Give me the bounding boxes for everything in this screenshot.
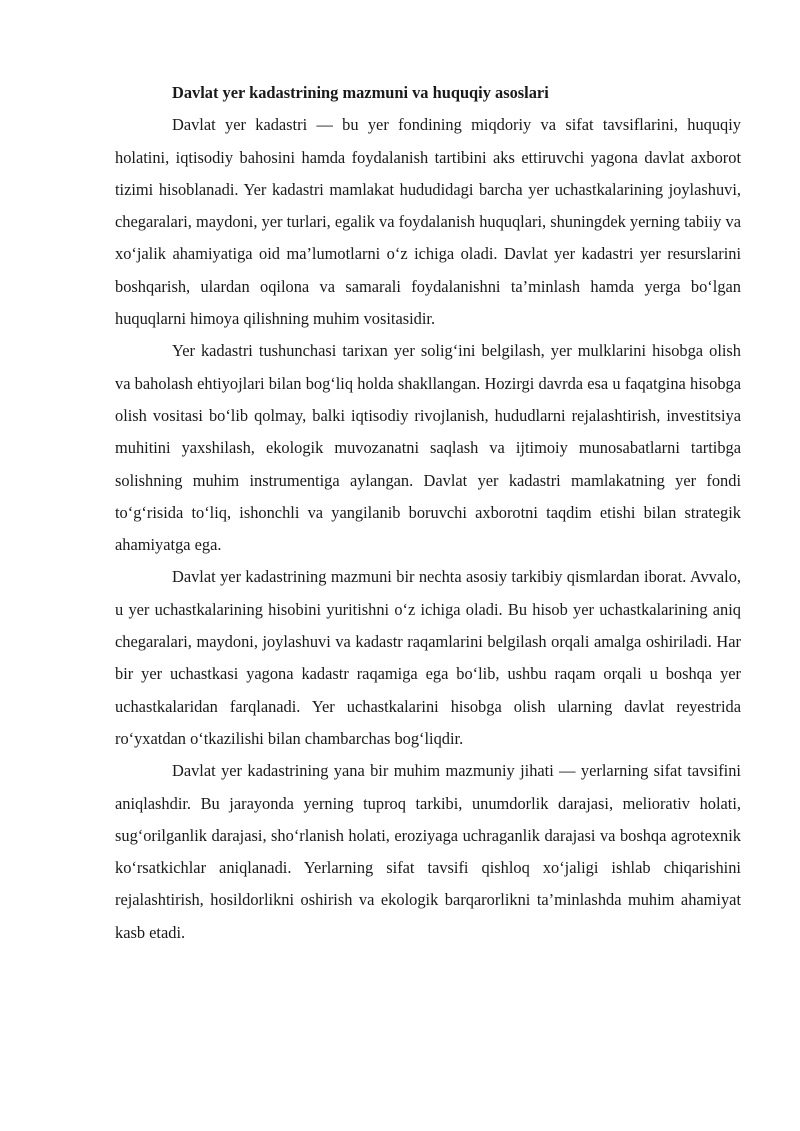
paragraph-3: Davlat yer kadastrining mazmuni bir nechta asosiy tarkibiy qismlardan iborat. Avvalo, u yer uchastkalarining hisobini yuritishni o‘z ichiga oladi. Bu hisob yer uchastkalarining aniq chegaralari, maydoni, joylashuvi va kadastr raqamlarini belgilash orqali amalga oshiriladi. Har bir yer uchastkasi yagona kadastr raqamiga ega bo‘lib, ushbu raqam orqali u boshqa yer uchastkalaridan farqlanadi. Yer uchastkalarini hisobga olish ularning davlat reyestrida ro‘yxatdan o‘tkazilishi bilan chambarchas bog‘liqdir. (115, 567, 741, 748)
document-title: Davlat yer kadastrining mazmuni va huquqiy asoslari (172, 83, 549, 102)
paragraph-4: Davlat yer kadastrining yana bir muhim mazmuniy jihati — yerlarning sifat tavsifini aniqlashdir. Bu jarayonda yerning tuproq tarkibi, unumdorlik darajasi, meliorativ holati, sug‘orilganlik darajasi, sho‘rlanish holati, eroziyaga uchraganlik darajasi va boshqa agrotexnik ko‘rsatkichlar aniqlanadi. Yerlarning sifat tavsifi qishloq xo‘jaligi ishlab chiqarishini rejalashtirish, hosildorlikni oshirish va ekologik barqarorlikni ta’minlashda muhim ahamiyat kasb etadi. (115, 761, 741, 942)
paragraph-1: Davlat yer kadastri — bu yer fondining miqdoriy va sifat tavsiflarini, huquqiy holatini, iqtisodiy bahosini hamda foydalanish tartibini aks ettiruvchi yagona davlat axborot tizimi hisoblanadi. Yer kadastri mamlakat hududidagi barcha yer uchastkalarining joylashuvi, chegaralari, maydoni, yer turlari, egalik va foydalanish huquqlari, shuningdek yerning tabiiy va xo‘jalik ahamiyatiga oid ma’lumotlarni o‘z ichiga oladi. Davlat yer kadastri yer resurslarini boshqarish, ulardan oqilona va samarali foydalanishni ta’minlash hamda yerga bo‘lgan huquqlarni himoya qilishning muhim vositasidir. (115, 115, 741, 329)
paragraph-2: Yer kadastri tushunchasi tarixan yer solig‘ini belgilash, yer mulklarini hisobga olish va baholash ehtiyojlari bilan bog‘liq holda shakllangan. Hozirgi davrda esa u faqatgina hisobga olish vositasi bo‘lib qolmay, balki iqtisodiy rivojlanish, hududlarni rejalashtirish, investitsiya muhitini yaxshilash, ekologik muvozanatni saqlash va ijtimoiy munosabatlarni tartibga solishning muhim instrumentiga aylangan. Davlat yer kadastri mamlakatning yer fondi to‘g‘risida to‘liq, ishonchli va yangilanib boruvchi axborotni taqdim etishi bilan strategik ahamiyatga ega. (115, 341, 741, 555)
document-body (115, 77, 741, 949)
